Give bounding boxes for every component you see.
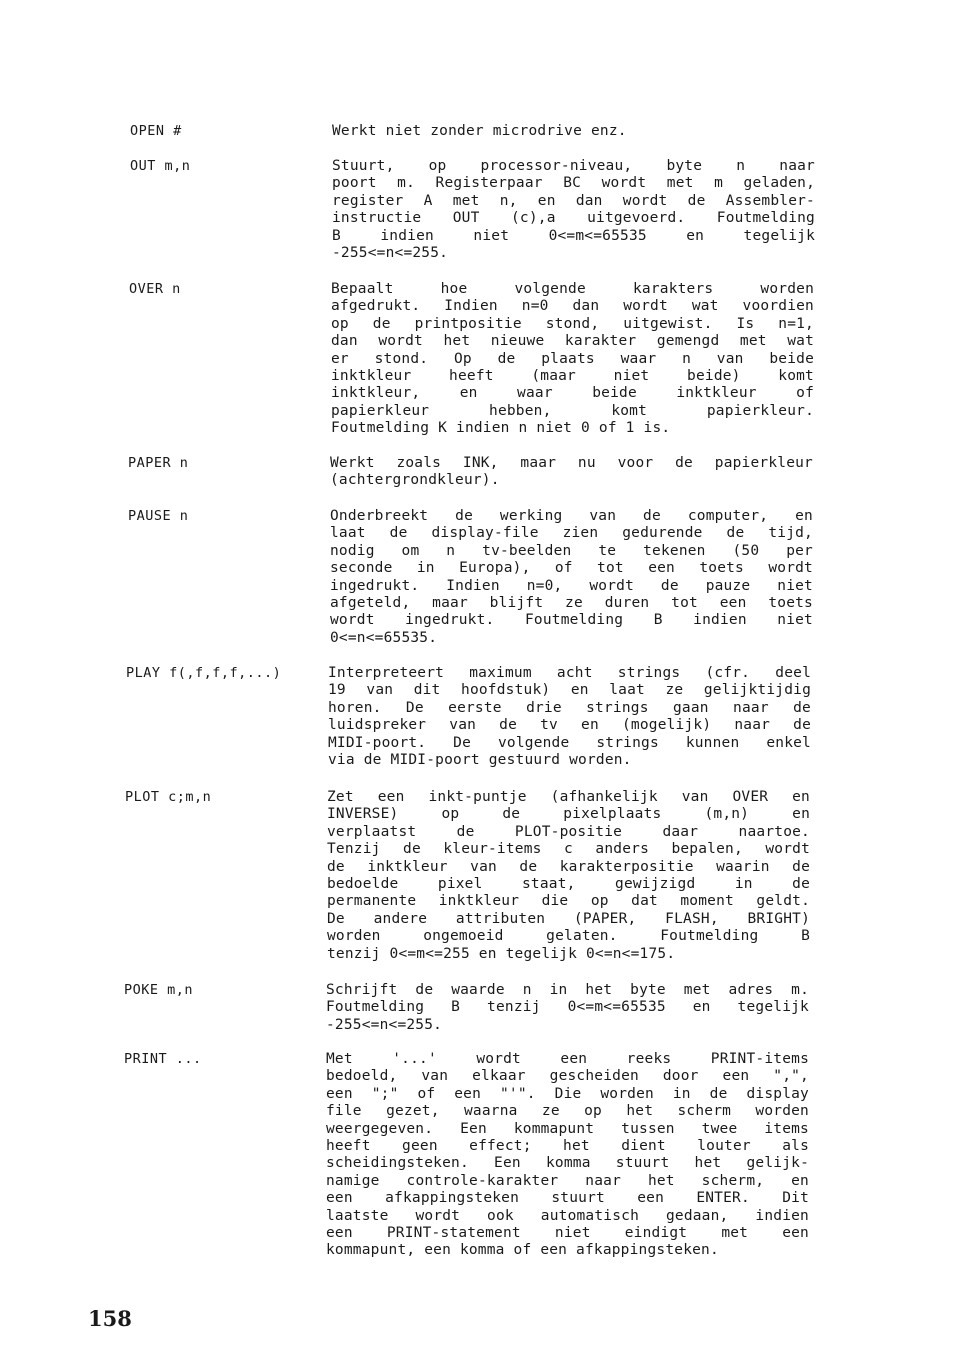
entry-description bbox=[330, 455, 813, 490]
description-line: dan wordt het nieuwe karakter gemengd met wat bbox=[331, 333, 814, 350]
entry-description bbox=[332, 123, 815, 140]
description-line: ingedrukt. Indien n=0, wordt de pauze niet bbox=[330, 577, 813, 594]
description-line: een PRINT-statement niet eindigt met een bbox=[326, 1225, 809, 1242]
entry-keyword: PAPER n bbox=[128, 455, 189, 471]
description-line: inktkleur heeft (maar niet beide) komt bbox=[331, 368, 814, 385]
description-line: (achtergrondkleur). bbox=[330, 472, 500, 489]
description-line: laatste wordt ook automatisch gedaan, indien bbox=[326, 1207, 809, 1224]
description-line: namige controle-karakter naar het scherm, en bbox=[326, 1172, 809, 1189]
description-line: afgedrukt. Indien n=0 dan wordt wat voordien bbox=[331, 298, 814, 315]
description-line: worden ongemoeid gelaten. Foutmelding B bbox=[327, 928, 810, 945]
description-line: Schrijft de waarde n in het byte met adres m. bbox=[326, 982, 809, 998]
description-line: seconde in Europa), of tot een toets wordt bbox=[330, 560, 813, 577]
description-line: afgeteld, maar blijft ze duren tot een toets bbox=[330, 595, 813, 612]
description-line: horen. De eerste drie strings gaan naar de bbox=[328, 699, 811, 716]
entry-description bbox=[332, 158, 815, 262]
entry-keyword: OUT m,n bbox=[130, 158, 191, 174]
description-line: Met '...' wordt een reeks PRINT-items bbox=[326, 1051, 809, 1067]
entry-description bbox=[331, 281, 814, 438]
description-line: Werkt zoals INK, maar nu voor de papierkleur bbox=[330, 455, 813, 471]
description-line: De andere attributen (PAPER, FLASH, BRIGHT) bbox=[327, 910, 810, 927]
entry-keyword: PRINT ... bbox=[124, 1051, 202, 1067]
page-number: 158 bbox=[88, 1306, 132, 1331]
description-line: bedoelde pixel staat, gewijzigd in de bbox=[327, 876, 810, 893]
entry-description bbox=[328, 665, 811, 769]
description-line: file gezet, waarna ze op het scherm worden bbox=[326, 1103, 809, 1120]
description-line: luidspreker van de tv en (mogelijk) naar de bbox=[328, 717, 811, 734]
description-line: Bepaalt hoe volgende karakters worden bbox=[331, 281, 814, 297]
description-line: Werkt niet zonder microdrive enz. bbox=[332, 123, 627, 139]
description-line: -255<=n<=255. bbox=[332, 245, 449, 262]
entry-description bbox=[326, 1051, 809, 1260]
description-line: verplaatst de PLOT-positie daar naartoe. bbox=[327, 823, 810, 840]
description-line: Stuurt, op processor-niveau, byte n naar bbox=[332, 158, 815, 174]
entry-description bbox=[326, 982, 809, 1034]
description-line: kommapunt, een komma of een afkappingsteken. bbox=[326, 1242, 719, 1259]
description-line: MIDI-poort. De volgende strings kunnen enkel bbox=[328, 734, 811, 751]
description-line: 0<=n<=65535. bbox=[330, 629, 438, 646]
description-line: scheidingsteken. Een komma stuurt het gelijk- bbox=[326, 1155, 809, 1172]
description-line: papierkleur hebben, komt papierkleur. bbox=[331, 402, 814, 419]
description-line: instructie OUT (c),a uitgevoerd. Foutmelding bbox=[332, 210, 815, 227]
description-line: poort m. Registerpaar BC wordt met m geladen, bbox=[332, 175, 815, 192]
description-line: een afkappingsteken stuurt een ENTER. Dit bbox=[326, 1190, 809, 1207]
description-line: de inktkleur van de karakterpositie waarin de bbox=[327, 858, 810, 875]
description-line: register A met n, en dan wordt de Assembler- bbox=[332, 192, 815, 209]
description-line: Foutmelding B tenzij 0<=m<=65535 en tegelijk bbox=[326, 999, 809, 1016]
description-line: nodig om n tv-beelden te tekenen (50 per bbox=[330, 542, 813, 559]
entry-description bbox=[330, 508, 813, 647]
entry-keyword: OVER n bbox=[129, 281, 181, 297]
description-line: inktkleur, en waar beide inktkleur of bbox=[331, 385, 814, 402]
description-line: -255<=n<=255. bbox=[326, 1016, 443, 1033]
description-line: tenzij 0<=m<=255 en tegelijk 0<=n<=175. bbox=[327, 945, 676, 962]
entry-keyword: POKE m,n bbox=[124, 982, 194, 998]
description-line: Foutmelding K indien n niet 0 of 1 is. bbox=[331, 420, 671, 437]
description-line: permanente inktkleur die op dat moment geldt. bbox=[327, 893, 810, 910]
entry-keyword: PLOT c;m,n bbox=[125, 789, 212, 805]
entry-keyword: PLAY f(,f,f,f,...) bbox=[126, 665, 282, 681]
description-line: Zet een inkt-puntje (afhankelijk van OVER en bbox=[327, 789, 810, 805]
description-line: weergegeven. Een kommapunt tussen twee items bbox=[326, 1120, 809, 1137]
description-line: Onderbreekt de werking van de computer, en bbox=[330, 508, 813, 524]
description-line: INVERSE) op de pixelplaats (m,n) en bbox=[327, 806, 810, 823]
description-line: heeft geen effect; het dient louter als bbox=[326, 1138, 809, 1155]
description-line: B indien niet 0<=m<=65535 en tegelijk bbox=[332, 227, 815, 244]
description-line: een ";" of een "'". Die worden in de display bbox=[326, 1085, 809, 1102]
description-line: laat de display-file zien gedurende de tijd, bbox=[330, 525, 813, 542]
entry-keyword: OPEN # bbox=[130, 123, 182, 139]
description-line: Tenzij de kleur-items c anders bepalen, wordt bbox=[327, 841, 810, 858]
description-line: via de MIDI-poort gestuurd worden. bbox=[328, 752, 632, 769]
description-line: Interpreteert maximum acht strings (cfr. deel bbox=[328, 665, 811, 681]
entry-keyword: PAUSE n bbox=[128, 508, 189, 524]
description-line: bedoeld, van elkaar gescheiden door een ",", bbox=[326, 1068, 809, 1085]
description-line: er stond. Op de plaats waar n van beide bbox=[331, 350, 814, 367]
description-line: op de printpositie stond, uitgewist. Is n=1, bbox=[331, 315, 814, 332]
description-line: wordt ingedrukt. Foutmelding B indien niet bbox=[330, 612, 813, 629]
entry-description bbox=[327, 789, 810, 963]
description-line: 19 van dit hoofdstuk) en laat ze gelijktijdig bbox=[328, 682, 811, 699]
